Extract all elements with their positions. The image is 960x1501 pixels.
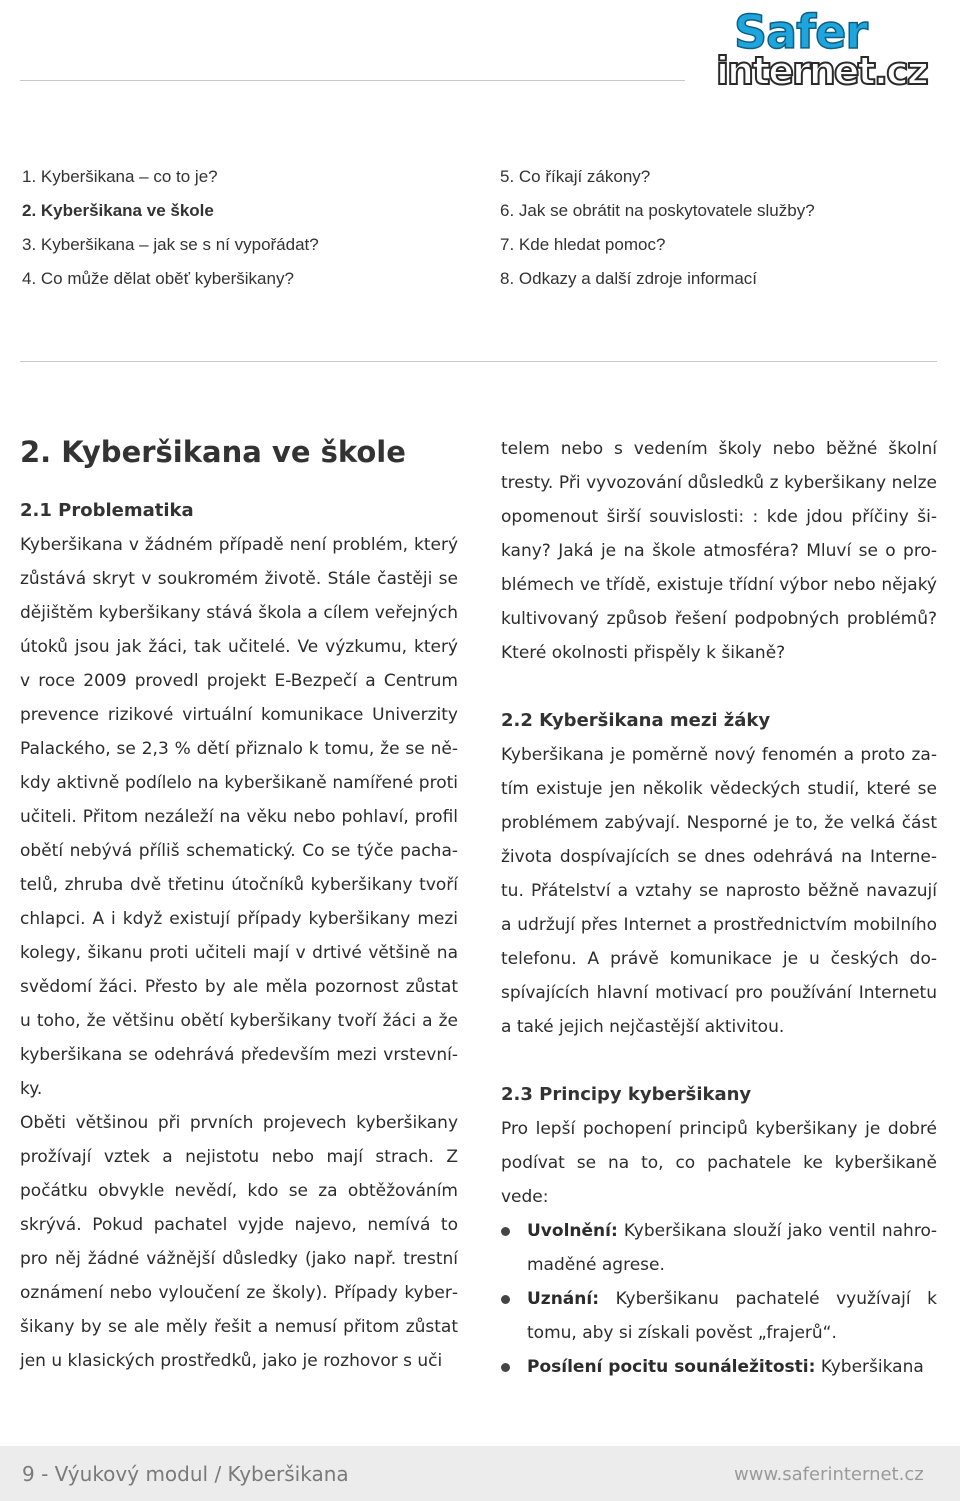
- toc-item[interactable]: 5. Co říkají zákony?: [500, 167, 651, 186]
- saferinternet-logo[interactable]: [712, 2, 944, 88]
- section-heading: 2.1 Problematika: [20, 500, 194, 521]
- toc-item-active[interactable]: 2. Kyberšikana ve škole: [22, 201, 214, 220]
- list-item-text: Kyberšikana slouží jako ventil nahromaděné agrese.: [527, 1221, 937, 1275]
- page-title: 2. Kyberšikana ve škole: [20, 435, 406, 469]
- footer-website-link[interactable]: www.saferinternet.cz: [734, 1464, 924, 1485]
- list-item-text: Kyberšikanu pachatelé využívají k tomu, aby si získali pověst „frajerů“.: [527, 1289, 937, 1343]
- section-heading: 2.2 Kyberšikana mezi žáky: [501, 710, 771, 731]
- article-left-column: [20, 434, 458, 1378]
- toc-item[interactable]: 3. Kyberšikana – jak se s ní vypořádat?: [22, 235, 319, 254]
- paragraph-kybersikana-mezi-zaky: Kyberšikana je poměrně nový fenomén a proto zatím existuje jen několik vědeckých studií, které se problémem zabývají. Nesporné je to, že velká část života dospívajících se dnes odehrává na Internetu. Přátelství a vztahy se naprosto běžně navazují a udržují přes Internet a prostřednictvím mobilního telefonu. A právě komunikace je u českých dospívajících hlavní motivací pro používání Internetu a také jejich nejčastější aktivitou.: [501, 745, 937, 1037]
- list-item: [501, 1350, 937, 1384]
- logo-line2: internet.cz: [716, 49, 927, 88]
- toc-item[interactable]: 4. Co může dělat oběť kyberšikany?: [22, 269, 294, 288]
- toc-item[interactable]: 6. Jak se obrátit na poskytovatele služby?: [500, 201, 815, 220]
- logo-graphic: [712, 2, 944, 88]
- toc-right-column: [500, 160, 940, 296]
- principles-list: [501, 1214, 937, 1384]
- section-divider: [20, 361, 937, 362]
- list-item: [501, 1282, 937, 1350]
- article-right-column: [501, 432, 937, 1384]
- toc-left-column: [22, 160, 462, 296]
- list-item: [501, 1214, 937, 1282]
- footer-page-label: 9 - Výukový modul / Kyberšikana: [22, 1462, 349, 1486]
- header-rule: [20, 80, 685, 81]
- list-item-text: Kyberšikana: [815, 1357, 924, 1377]
- paragraph-problematika-2-end: telem nebo s vedením školy nebo běžné školní tresty. Při vyvozování důsledků z kyberšikany nelze opomenout širší souvislosti: : kde jdou příčiny šikany? Jaká je na škole atmosféra? Mluví se o problémech ve třídě, existuje třídní výbor nebo nějaký kultivovaný způsob řešení podpobných problémů? Které okolnosti přispěly k šikaně?: [501, 439, 937, 663]
- logo-line1: Safer: [734, 5, 868, 59]
- list-item-term: Posílení pocitu sounáležitosti:: [527, 1357, 816, 1377]
- list-item-term: Uvolnění:: [527, 1221, 618, 1241]
- spacer: [501, 670, 937, 704]
- section-heading: 2.3 Principy kyberšikany: [501, 1084, 752, 1105]
- toc-item[interactable]: 1. Kyberšikana – co to je?: [22, 167, 218, 186]
- toc-item[interactable]: 7. Kde hledat pomoc?: [500, 235, 666, 254]
- paragraph-problematika-1: Kyberšikana v žádném případě není problém, který zůstává skryt v soukromém životě. Stále častěji se dějištěm kyberšikany stává škola a cílem veřejných útoků jsou jak žáci, tak učitelé. Ve výzkumu, který v roce 2009 provedl projekt E-Bezpečí a Centrum prevence rizikové virtuální komunikace Univerzity Palackého, se 2,3 % dětí přiznalo k tomu, že se někdy aktivně podílelo na kyberšikaně namířené proti učiteli. Přitom nezáleží na věku nebo pohlaví, profil obětí nebývá příliš schematický. Co se týče pachatelů, zhruba dvě třetinu útočníků kyberšikany tvoří chlapci. A i když existují případy kyberšikany mezi kolegy, šikanu proti učiteli mají v drtivé většině na svědomí žáci. Přesto by ale měla pozornost zůstat u toho, že většinu obětí kyberšikany tvoří žáci a že kyberšikana se odehrává především mezi vrstevníky.: [20, 535, 458, 1099]
- paragraph-problematika-2-start: Oběti většinou při prvních projevech kyberšikany prožívají vztek a nejistotu nebo mají strach. Z počátku obvykle nevědí, kdo se za obtěžováním skrývá. Pokud pachatel vyjde najevo, nemívá to pro něj žádné vážnější důsledky (jako např. trestní oznámení nebo vyloučení ze školy). Případy kyberšikany by se ale měly řešit a nemusí přitom zůstat jen u klasických prostředků, jako je rozhovor s uči: [20, 1113, 458, 1371]
- list-item-term: Uznání:: [527, 1289, 600, 1309]
- paragraph-principy-intro: Pro lepší pochopení principů kyberšikany je dobré podívat se na to, co pachatele ke kyberšikaně vede:: [501, 1119, 937, 1207]
- spacer: [501, 1044, 937, 1078]
- toc-item[interactable]: 8. Odkazy a další zdroje informací: [500, 269, 758, 288]
